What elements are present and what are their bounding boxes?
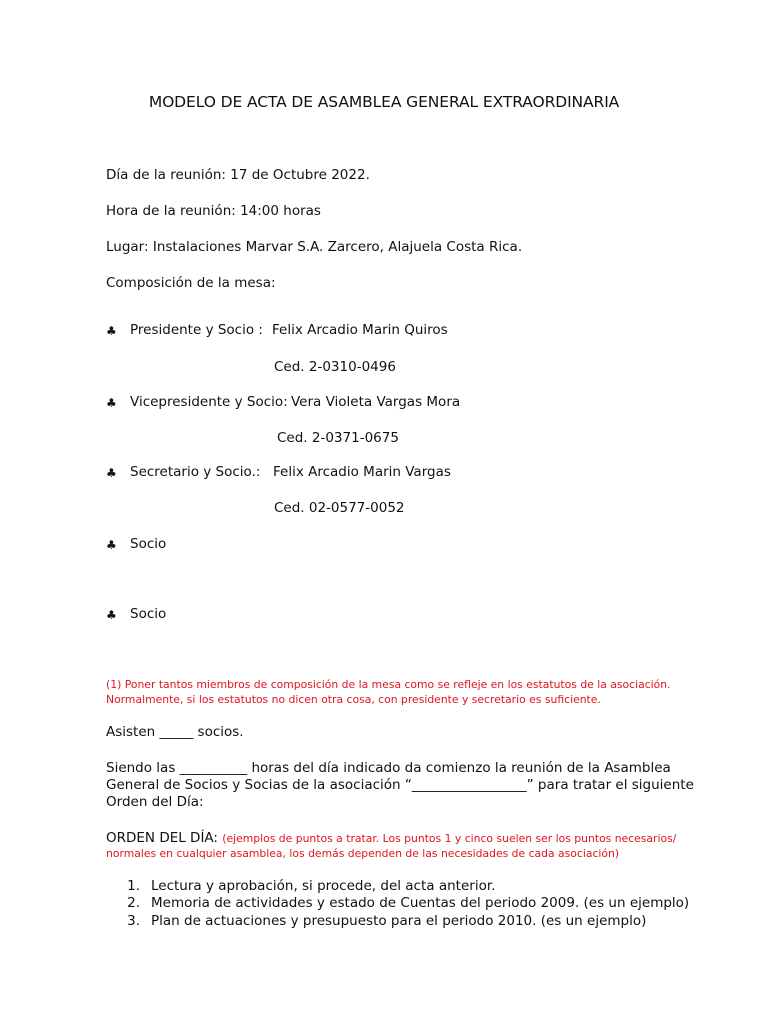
agenda-heading: ORDEN DEL DÍA:: [106, 830, 218, 846]
member-ced: Ced. 2-0310-0496: [274, 359, 396, 375]
meeting-time: Hora de la reunión: 14:00 horas: [106, 203, 321, 219]
member-role: Socio: [130, 606, 167, 622]
opening-line3: Orden del Día:: [106, 794, 204, 810]
agenda-heading-line: [106, 829, 676, 847]
member-role: Presidente y Socio :: [130, 322, 263, 338]
club-bullet-icon: ♣: [106, 324, 117, 338]
agenda-item-text: Lectura y aprobación, si procede, del acta anterior.: [151, 878, 496, 894]
composition-note-line2: Normalmente, si los estatutos no dicen otra cosa, con presidente y secretario es suficiente.: [106, 693, 601, 706]
club-bullet-icon: ♣: [106, 466, 117, 480]
agenda-item-text: Memoria de actividades y estado de Cuentas del periodo 2009. (es un ejemplo): [151, 895, 690, 911]
composition-note-line1: (1) Poner tantos miembros de composición de la mesa como se refleje en los estatutos de la asociación.: [106, 678, 671, 691]
member-ced: Ced. 02-0577-0052: [274, 500, 405, 516]
opening-line2: General de Socios y Socias de la asociación “_________________” para tratar el siguiente: [106, 777, 694, 793]
member-role: Secretario y Socio.:: [130, 464, 261, 480]
member-name: Felix Arcadio Marin Vargas: [273, 464, 451, 480]
opening-line1: Siendo las __________ horas del día indicado da comienzo la reunión de la Asamblea: [106, 760, 671, 776]
member-role: Vicepresidente y Socio:: [130, 394, 288, 410]
agenda-item-number: 3.: [127, 913, 140, 929]
club-bullet-icon: ♣: [106, 396, 117, 410]
agenda-note-line1: (ejemplos de puntos a tratar. Los puntos 1 y cinco suelen ser los puntos necesarios/: [222, 832, 677, 845]
member-ced: Ced. 2-0371-0675: [277, 430, 399, 446]
meeting-place: Lugar: Instalaciones Marvar S.A. Zarcero, Alajuela Costa Rica.: [106, 239, 523, 255]
attendance-line: Asisten _____ socios.: [106, 724, 244, 740]
member-name: Vera Violeta Vargas Mora: [291, 394, 461, 410]
member-role: Socio: [130, 536, 167, 552]
composition-heading: Composición de la mesa:: [106, 275, 276, 291]
meeting-date: Día de la reunión: 17 de Octubre 2022.: [106, 167, 370, 183]
agenda-item-number: 1.: [127, 878, 140, 894]
club-bullet-icon: ♣: [106, 608, 117, 622]
club-bullet-icon: ♣: [106, 538, 117, 552]
member-name: Felix Arcadio Marin Quiros: [272, 322, 448, 338]
agenda-note-line2: normales en cualquier asamblea, los demás dependen de las necesidades de cada asociación): [106, 847, 620, 860]
document-title: MODELO DE ACTA DE ASAMBLEA GENERAL EXTRAORDINARIA: [148, 93, 620, 111]
agenda-item-number: 2.: [127, 895, 140, 911]
agenda-item-text: Plan de actuaciones y presupuesto para el periodo 2010. (es un ejemplo): [151, 913, 647, 929]
